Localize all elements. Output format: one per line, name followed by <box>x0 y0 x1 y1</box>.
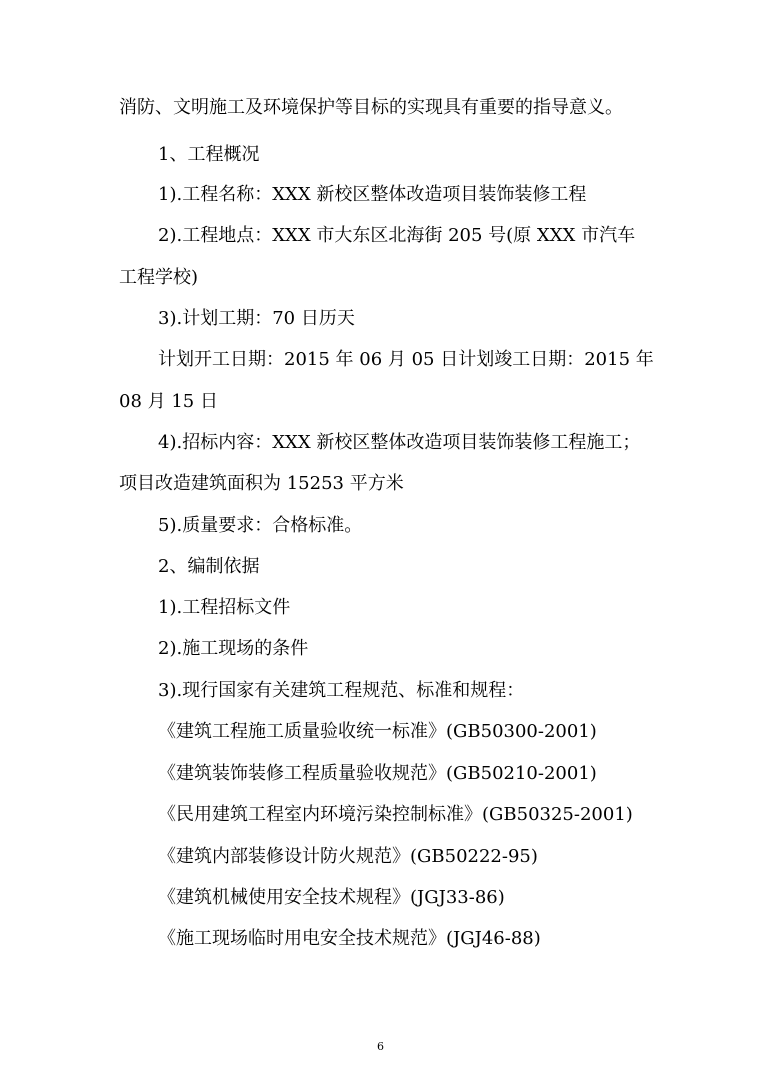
paragraph-continuation: 消防、文明施工及环境保护等目标的实现具有重要的指导意义。 <box>119 97 623 118</box>
section-heading-project-overview: 1、工程概况 <box>158 144 260 165</box>
project-location: 2).工程地点：XXX 市大东区北海街 205 号(原 XXX 市汽车 <box>158 225 636 246</box>
standard-reference: 《建筑装饰装修工程质量验收规范》(GB50210-2001) <box>158 763 597 784</box>
standard-reference: 《建筑内部装修设计防火规范》(GB50222-95) <box>158 846 538 867</box>
section-heading-compilation-basis: 2、编制依据 <box>158 556 260 577</box>
standard-reference: 《建筑工程施工质量验收统一标准》(GB50300-2001) <box>158 721 597 742</box>
basis-tender-documents: 1).工程招标文件 <box>158 597 291 618</box>
basis-national-standards: 3).现行国家有关建筑工程规范、标准和规程： <box>158 680 525 701</box>
planned-dates: 计划开工日期：2015 年 06 月 05 日计划竣工日期：2015 年 <box>158 349 654 370</box>
page-number: 6 <box>377 1040 384 1053</box>
planned-duration: 3).计划工期：70 日历天 <box>158 308 355 329</box>
project-location-continuation: 工程学校) <box>119 267 199 288</box>
tender-content: 4).招标内容：XXX 新校区整体改造项目装饰装修工程施工； <box>158 432 641 453</box>
standard-reference: 《民用建筑工程室内环境污染控制标准》(GB50325-2001) <box>158 804 633 825</box>
tender-content-continuation: 项目改造建筑面积为 15253 平方米 <box>119 473 404 494</box>
basis-site-conditions: 2).施工现场的条件 <box>158 638 309 659</box>
standard-reference: 《建筑机械使用安全技术规程》(JGJ33-86) <box>158 887 505 908</box>
planned-dates-continuation: 08 月 15 日 <box>119 391 218 412</box>
standard-reference: 《施工现场临时用电安全技术规范》(JGJ46-88) <box>158 928 541 949</box>
quality-requirement: 5).质量要求：合格标准。 <box>158 515 363 536</box>
project-name: 1).工程名称：XXX 新校区整体改造项目装饰装修工程 <box>158 184 587 205</box>
